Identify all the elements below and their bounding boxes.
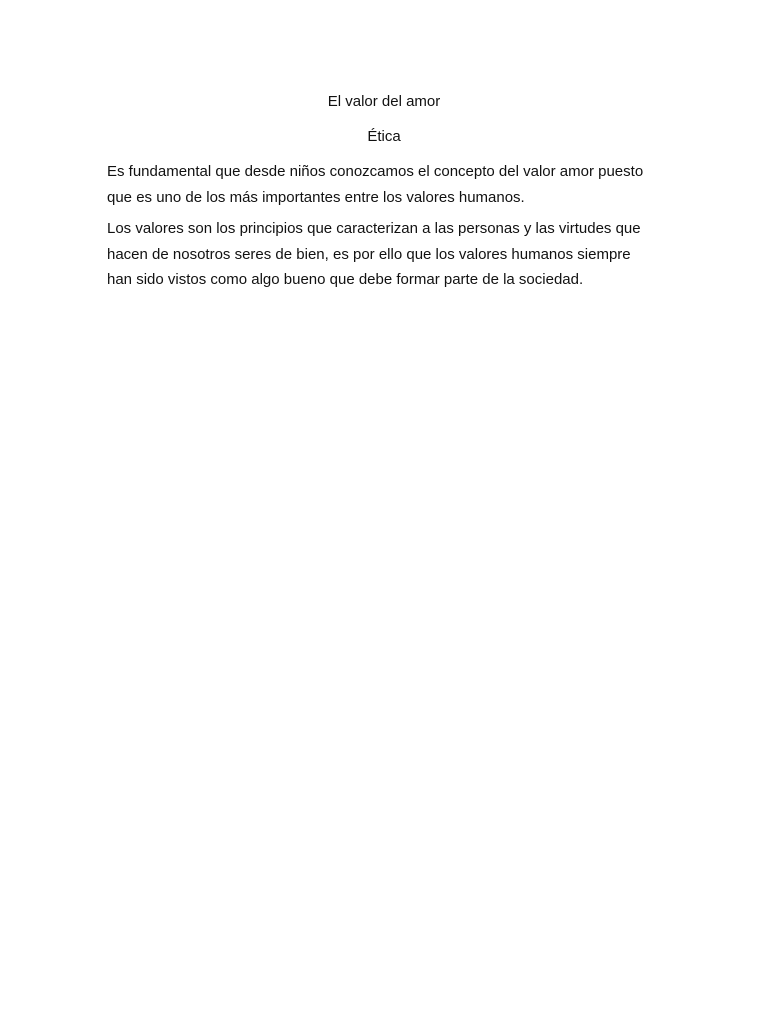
document-title: El valor del amor — [327, 93, 441, 110]
paragraph-2: Los valores son los principios que caracterizan a las personas y las virtudes que hacen de nosotros seres de bien, es por ello que los valores humanos siempre han sido vistos como algo bueno que debe formar parte de la sociedad. — [107, 220, 641, 288]
paragraph-1: Es fundamental que desde niños conozcamos el concepto del valor amor puesto que es uno de los más importantes entre los valores humanos. — [107, 163, 644, 206]
document-subject: Ética — [367, 128, 401, 145]
